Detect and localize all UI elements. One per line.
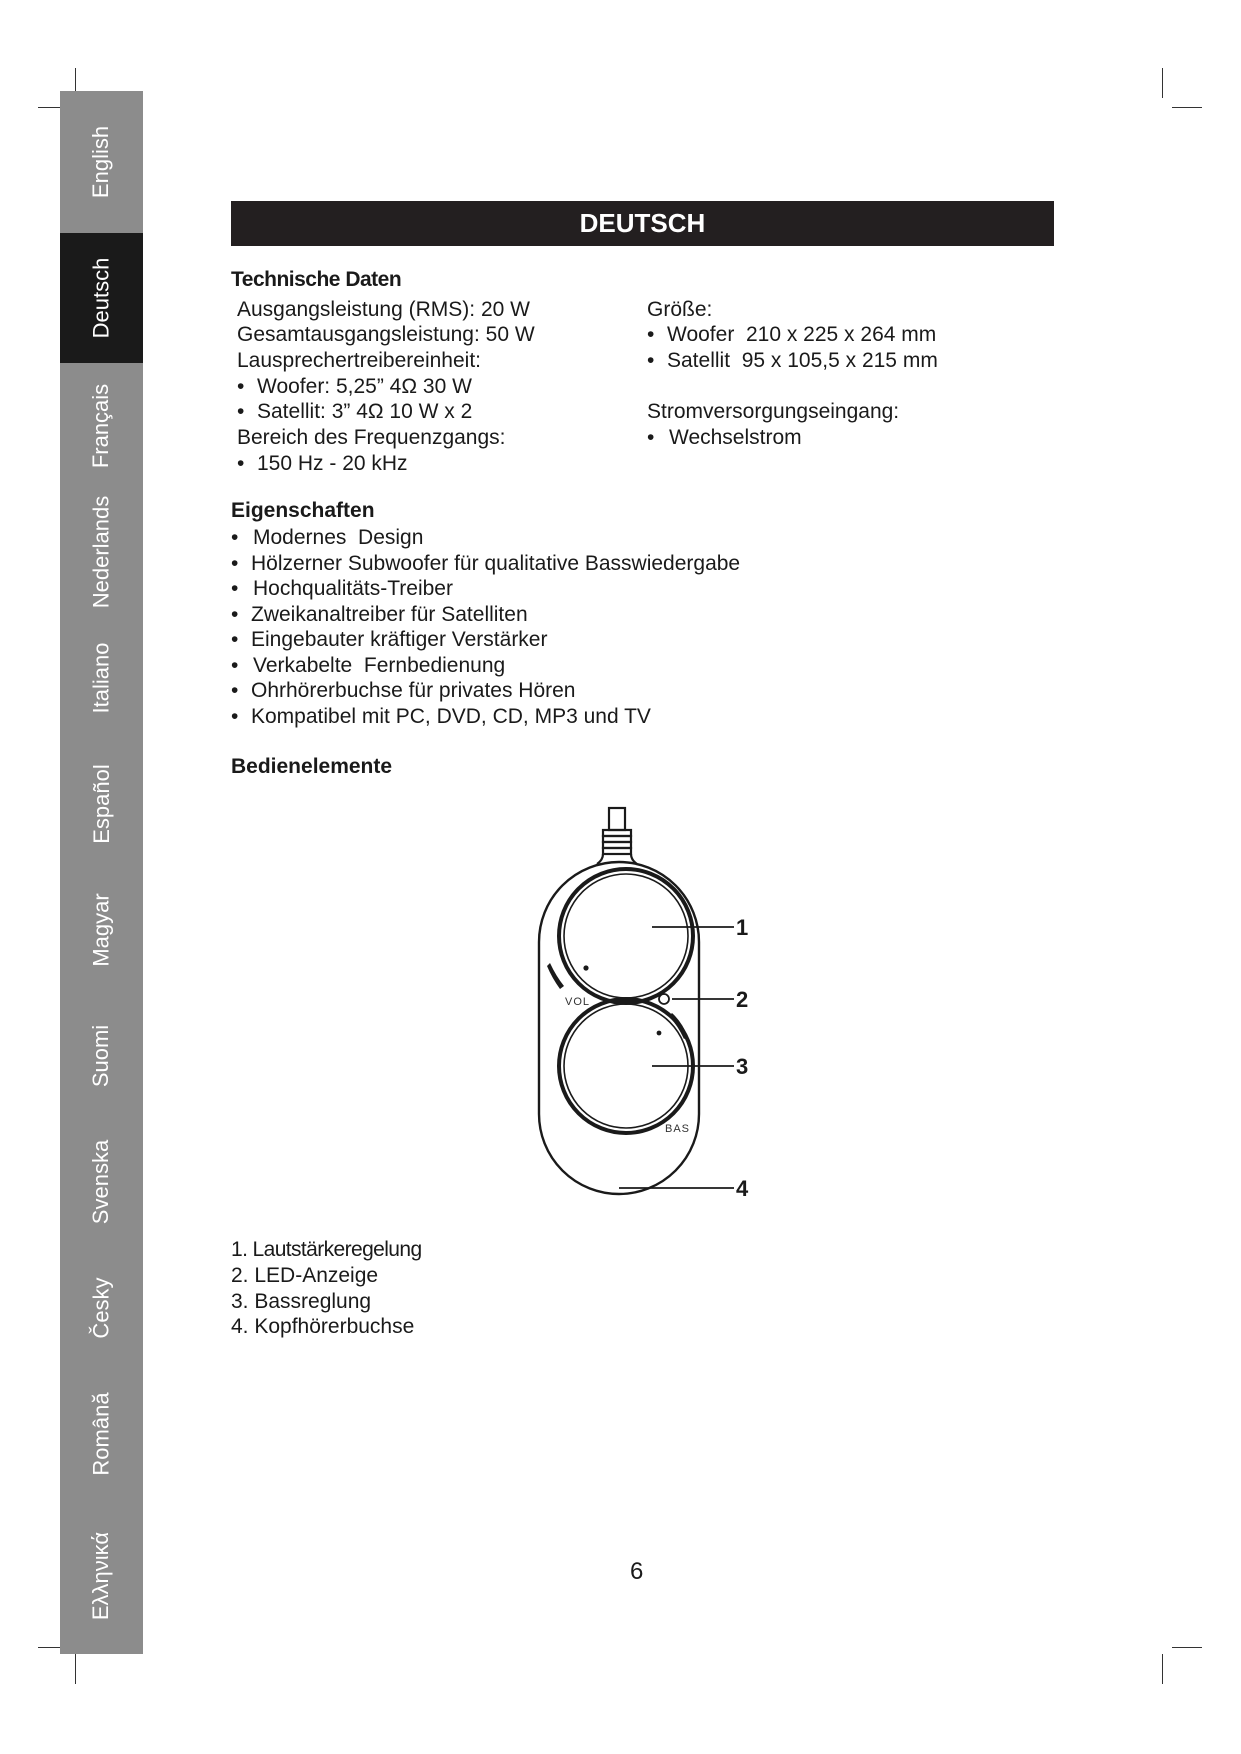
crop-mark bbox=[1172, 107, 1202, 108]
spec-line: • Woofer 210 x 225 x 264 mm bbox=[647, 323, 937, 346]
list-item: • Hochqualitäts-Treiber bbox=[231, 577, 453, 600]
sidebar-item-romana[interactable]: Română bbox=[88, 1392, 114, 1476]
sidebar-item-svenska[interactable]: Svenska bbox=[88, 1139, 114, 1225]
sidebar-item-cesky[interactable]: Česky bbox=[88, 1277, 114, 1339]
legend-item: 2. LED-Anzeige bbox=[231, 1264, 379, 1287]
crop-mark bbox=[75, 1654, 76, 1684]
bass-arrow-icon bbox=[669, 1013, 688, 1039]
spec-line: • Satellit: 3” 4Ω 10 W x 2 bbox=[237, 400, 473, 423]
sidebar-item-deutsch[interactable]: Deutsch bbox=[60, 233, 143, 363]
list-item: • Kompatibel mit PC, DVD, CD, MP3 und TV bbox=[231, 705, 651, 728]
spec-line: Ausgangsleistung (RMS): 20 W bbox=[237, 298, 530, 321]
crop-mark bbox=[1162, 68, 1163, 98]
list-item: • Eingebauter kräftiger Verstärker bbox=[231, 628, 548, 651]
features-title: Eigenschaften bbox=[231, 499, 375, 522]
list-item: • Verkabelte Fernbedienung bbox=[231, 654, 506, 677]
list-item: • Modernes Design bbox=[231, 526, 424, 549]
sidebar-item-italiano[interactable]: Italiano bbox=[88, 642, 114, 714]
sidebar-item-suomi[interactable]: Suomi bbox=[88, 1024, 114, 1088]
legend-item: 1. Lautstärkeregelung bbox=[231, 1238, 422, 1261]
spec-line: Stromversorgungseingang: bbox=[647, 400, 900, 423]
list-item: • Ohrhörerbuchse für privates Hören bbox=[231, 679, 576, 702]
spec-line: • 150 Hz - 20 kHz bbox=[237, 452, 408, 475]
sidebar-item-espanol[interactable]: Español bbox=[88, 764, 114, 844]
list-item: • Hölzerner Subwoofer für qualitative Basswiedergabe bbox=[231, 552, 741, 575]
list-item: • Zweikanaltreiber für Satelliten bbox=[231, 603, 528, 626]
spec-line: • Wechselstrom bbox=[647, 426, 802, 449]
crop-mark bbox=[1172, 1647, 1202, 1648]
callout-number-4: 4 bbox=[736, 1176, 749, 1201]
crop-mark bbox=[1162, 1654, 1163, 1684]
sidebar-item-english[interactable]: English bbox=[88, 125, 114, 199]
legend-item: 3. Bassreglung bbox=[231, 1290, 372, 1313]
remote-control-diagram bbox=[520, 800, 780, 1210]
led-indicator bbox=[659, 994, 669, 1004]
language-sidebar bbox=[60, 91, 143, 1654]
spec-line: Lausprechertreibereinheit: bbox=[237, 349, 481, 372]
page-number: 6 bbox=[630, 1558, 644, 1585]
page-title: DEUTSCH bbox=[231, 201, 1054, 246]
volume-knob bbox=[559, 869, 693, 1003]
sidebar-item-nederlands[interactable]: Nederlands bbox=[88, 495, 114, 609]
spec-line: Größe: bbox=[647, 298, 713, 321]
spec-line: Bereich des Frequenzgangs: bbox=[237, 426, 506, 449]
callout-number-3: 3 bbox=[736, 1054, 749, 1079]
cable-icon bbox=[597, 808, 637, 864]
vol-label: VOL bbox=[565, 996, 591, 1008]
legend-item: 4. Kopfhörerbuchse bbox=[231, 1315, 415, 1338]
tech-specs-title: Technische Daten bbox=[231, 268, 402, 291]
sidebar-item-francais[interactable]: Français bbox=[88, 383, 114, 469]
controls-title: Bedienelemente bbox=[231, 755, 393, 778]
sidebar-item-magyar[interactable]: Magyar bbox=[88, 893, 114, 967]
spec-line: • Satellit 95 x 105,5 x 215 mm bbox=[647, 349, 938, 372]
bas-label: BAS bbox=[665, 1123, 691, 1135]
callout-number-1: 1 bbox=[736, 915, 749, 940]
volume-arrow-icon bbox=[547, 963, 564, 989]
spec-line: • Woofer: 5,25” 4Ω 30 W bbox=[237, 375, 472, 398]
callout-number-2: 2 bbox=[736, 987, 749, 1012]
sidebar-item-ellinika[interactable]: Ελληνικά bbox=[88, 1531, 114, 1620]
spec-line: Gesamtausgangsleistung: 50 W bbox=[237, 323, 535, 346]
